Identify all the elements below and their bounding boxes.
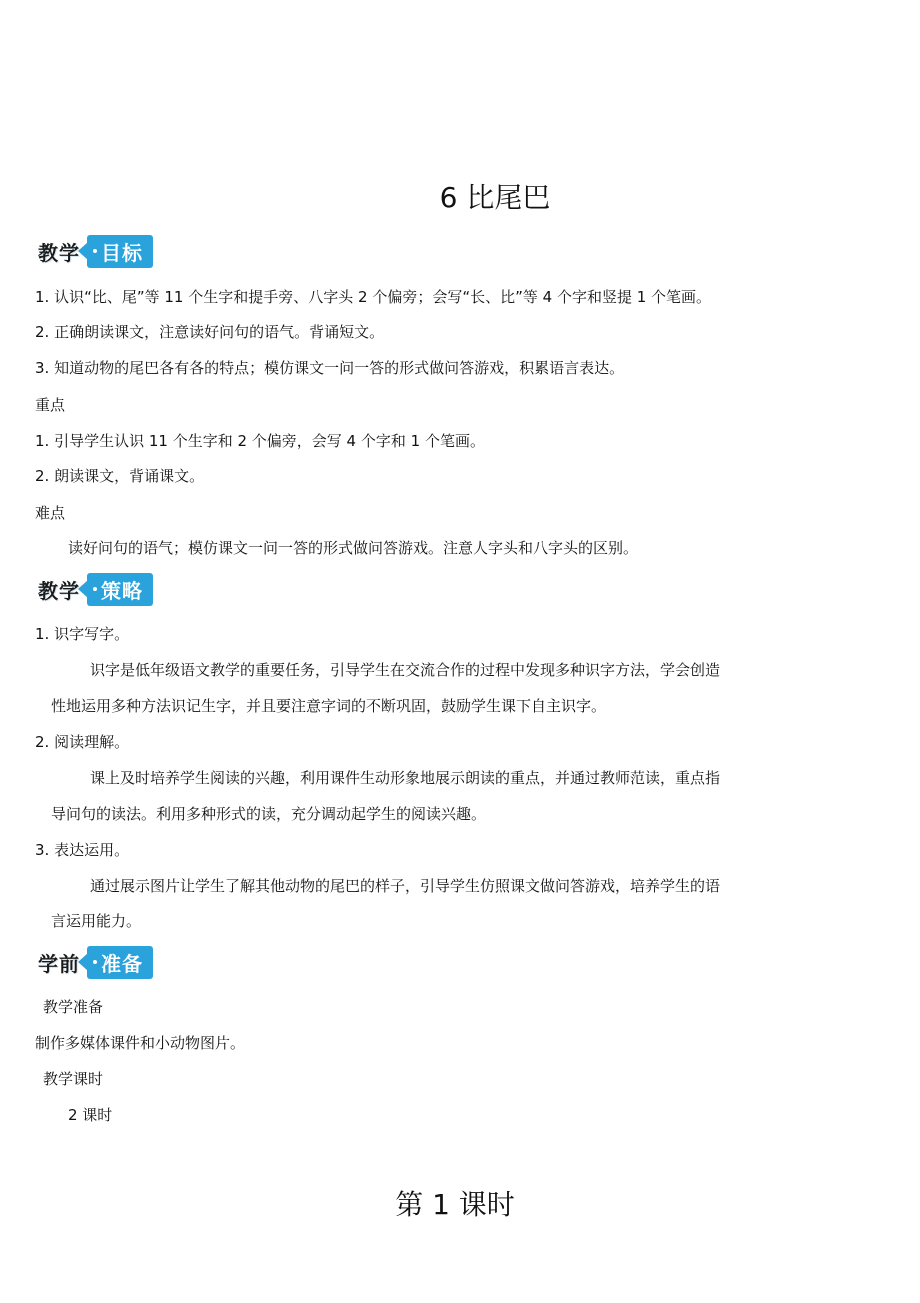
badge-dot-icon bbox=[93, 587, 97, 591]
key-point-2: 2. 朗读课文，背诵课文。 bbox=[35, 467, 205, 485]
lesson-subtitle: 第 1 课时 bbox=[395, 1188, 515, 1221]
badge-dot-icon bbox=[93, 249, 97, 253]
strategy-text-1b: 性地运用多种方法识记生字，并且要注意字词的不断巩固，鼓励学生课下自主识字。 bbox=[51, 697, 607, 715]
badge-tag bbox=[87, 946, 153, 979]
section-badge-strategy bbox=[35, 572, 153, 606]
badge-dot-icon bbox=[93, 960, 97, 964]
prep-heading: 教学准备 bbox=[43, 998, 104, 1016]
goal-line-2: 2. 正确朗读课文，注意读好问句的语气。背诵短文。 bbox=[35, 323, 385, 341]
goal-line-1: 1. 认识“比、尾”等 11 个生字和提手旁、八字头 2 个偏旁；会写“长、比”等 4 个字和竖提 1 个笔画。 bbox=[35, 288, 712, 306]
badge-lead: 教学 bbox=[38, 578, 80, 603]
badge-tag-label: 目标 bbox=[101, 240, 143, 265]
badge-tag-label: 准备 bbox=[101, 951, 143, 976]
badge-tag bbox=[87, 235, 153, 268]
hours-text: 2 课时 bbox=[68, 1106, 113, 1124]
goal-line-3: 3. 知道动物的尾巴各有各的特点；模仿课文一问一答的形式做问答游戏，积累语言表达。 bbox=[35, 359, 625, 377]
badge-lead: 教学 bbox=[38, 240, 80, 265]
strategy-heading-3: 3. 表达运用。 bbox=[35, 841, 130, 859]
section-badge-preparation bbox=[35, 945, 153, 979]
difficulty-text: 读好问句的语气；模仿课文一问一答的形式做问答游戏。注意人字头和八字头的区别。 bbox=[68, 539, 639, 557]
hours-heading: 教学课时 bbox=[43, 1070, 104, 1088]
key-points-heading: 重点 bbox=[35, 396, 66, 414]
strategy-text-2b: 导问句的读法。利用多种形式的读，充分调动起学生的阅读兴趣。 bbox=[51, 805, 487, 823]
badge-tag-label: 策略 bbox=[101, 578, 143, 603]
difficulty-heading: 难点 bbox=[35, 504, 66, 522]
prep-text: 制作多媒体课件和小动物图片。 bbox=[35, 1034, 246, 1052]
lesson-title: 6 比尾巴 bbox=[439, 181, 551, 214]
strategy-text-3a: 通过展示图片让学生了解其他动物的尾巴的样子，引导学生仿照课文做问答游戏，培养学生的语 bbox=[90, 877, 721, 895]
badge-lead: 学前 bbox=[38, 951, 80, 976]
badge-tag bbox=[87, 573, 153, 606]
key-point-1: 1. 引导学生认识 11 个生字和 2 个偏旁，会写 4 个字和 1 个笔画。 bbox=[35, 432, 485, 450]
strategy-text-3b: 言运用能力。 bbox=[51, 912, 142, 930]
strategy-text-1a: 识字是低年级语文教学的重要任务，引导学生在交流合作的过程中发现多种识字方法，学会创造 bbox=[90, 661, 721, 679]
strategy-heading-1: 1. 识字写字。 bbox=[35, 625, 130, 643]
section-badge-goals bbox=[35, 234, 153, 268]
strategy-text-2a: 课上及时培养学生阅读的兴趣，利用课件生动形象地展示朗读的重点，并通过教师范读，重点指 bbox=[90, 769, 721, 787]
strategy-heading-2: 2. 阅读理解。 bbox=[35, 733, 130, 751]
